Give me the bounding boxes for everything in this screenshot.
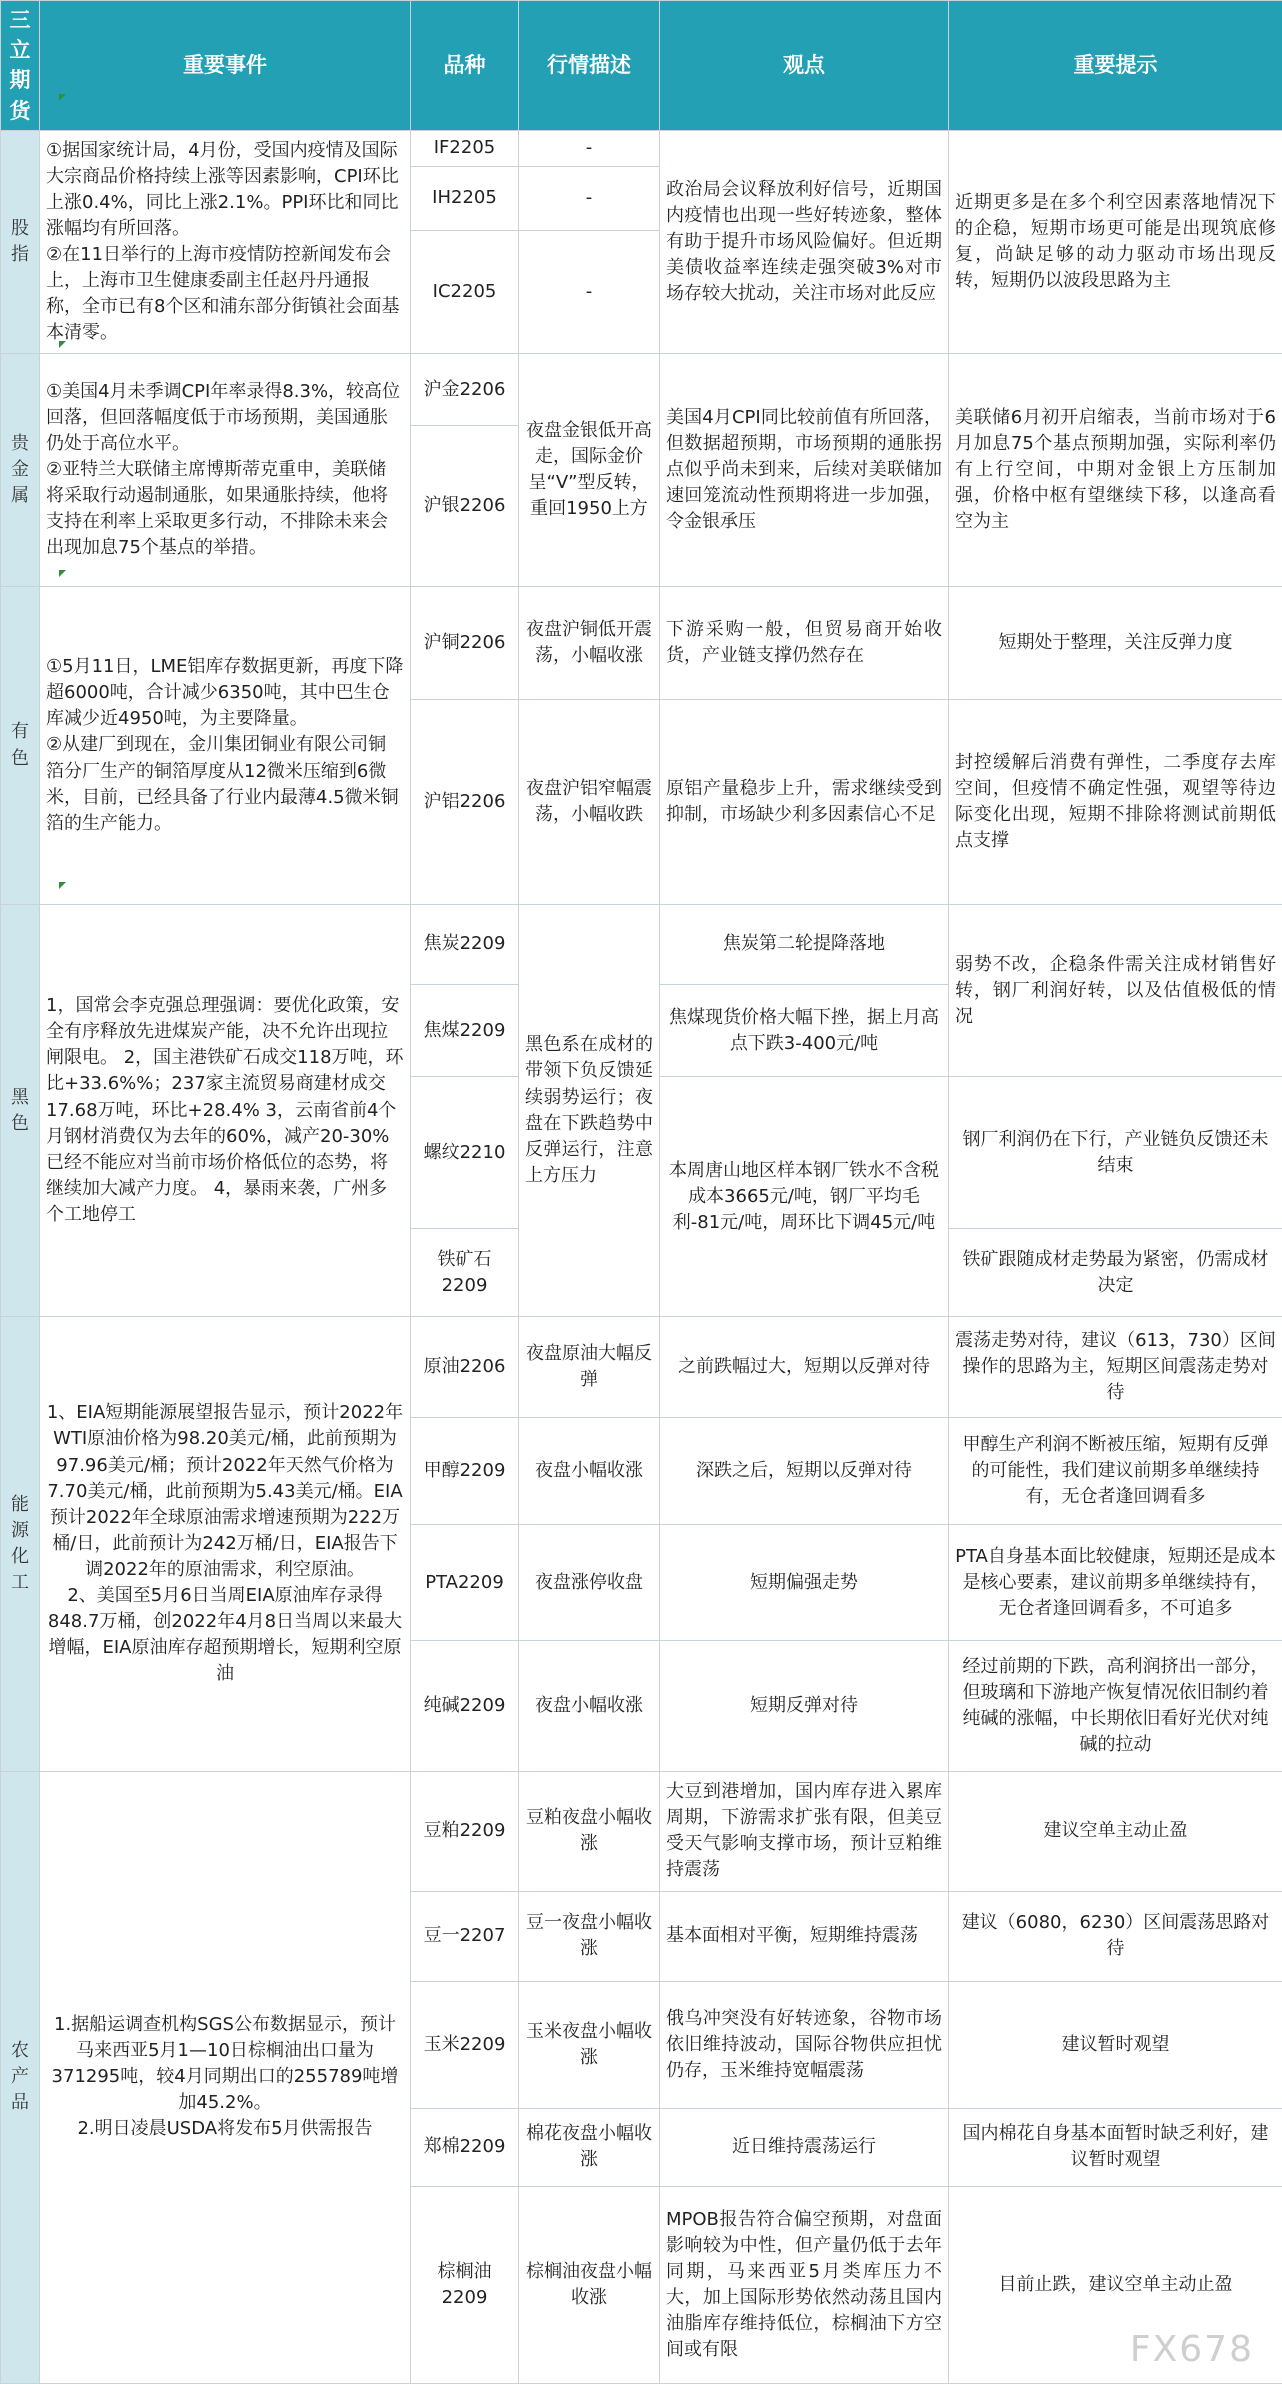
variety-cell: 纯碱2209 <box>411 1641 519 1771</box>
variety-cell: IH2205 <box>411 167 519 231</box>
tip-cell: 铁矿跟随成材走势最为紧密，仍需成材决定 <box>949 1229 1282 1317</box>
view-cell: 基本面相对平衡，短期维持震荡 <box>660 1891 949 1981</box>
events-text: 1.据船运调查机构SGS公布数据显示，预计马来西亚5月1—10日棕榈油出口量为371295吨，较4月同期出口的255789吨增加45.2%。 2.明日凌晨USDA将发布5月供需报告 <box>51 2014 399 2140</box>
tip-cell: 封控缓解后消费有弹性，二季度存去库空间，但疫情不确定性强，观望等待边际变化出现，短期不排除将测试前期低点支撑 <box>949 699 1282 904</box>
tip-cell: 经过前期的下跌，高利润挤出一部分，但玻璃和下游地产恢复情况依旧制约着纯碱的涨幅，中长期依旧看好光伏对纯碱的拉动 <box>949 1641 1282 1771</box>
events-text: 1、EIA短期能源展望报告显示，预计2022年WTI原油价格为98.20美元/桶，此前预期为97.96美元/桶；预计2022年天然气价格为7.70美元/桶，此前预期为5.43美元/桶。EIA预计2022年全球原油需求增速预期为222万桶/日，此前预计为242万桶/日，EIA报告下调2022年的原油需求，利空原油。 2、美国至5月6日当周EIA原油库存录得848.7万桶，创2022年4月8日当周以来最大增幅，EIA原油库存超预期增长，短期利空原油 <box>46 1402 404 1685</box>
cell-corner-marker <box>59 94 66 101</box>
cell-corner-marker <box>59 570 66 577</box>
table-row <box>1 130 1282 166</box>
view-cell: 焦煤现货价格大幅下挫，据上月高点下跌3-400元/吨 <box>660 984 949 1076</box>
tip-cell: 甲醇生产利润不断被压缩，短期有反弹的可能性，我们建议前期多单继续持有，无仓者逢回调看多 <box>949 1417 1282 1525</box>
tip-cell: 国内棉花自身基本面暂时缺乏利好，建议暂时观望 <box>949 2108 1282 2186</box>
header-company-label: 三立 期货 <box>9 7 31 123</box>
variety-cell: 棕榈油2209 <box>411 2186 519 2383</box>
trend-cell: 玉米夜盘小幅收涨 <box>519 1981 660 2108</box>
tip-cell: 近期更多是在多个利空因素落地情况下的企稳，短期市场更可能是出现筑底修复，尚缺足够的动力驱动市场出现反转，短期仍以波段思路为主 <box>949 130 1282 353</box>
view-cell: 深跌之后，短期以反弹对待 <box>660 1417 949 1525</box>
header-events: 重要事件 <box>40 1 411 131</box>
sector-label: 股指 <box>10 218 29 266</box>
view-cell: 俄乌冲突没有好转迹象，谷物市场依旧维持波动，国际谷物供应担忧仍存，玉米维持宽幅震荡 <box>660 1981 949 2108</box>
variety-cell: 甲醇2209 <box>411 1417 519 1525</box>
variety-cell: 焦煤2209 <box>411 984 519 1076</box>
variety-cell: 沪金2206 <box>411 354 519 426</box>
variety-cell: PTA2209 <box>411 1525 519 1641</box>
trend-cell: 棕榈油夜盘小幅收涨 <box>519 2186 660 2383</box>
variety-cell: IF2205 <box>411 130 519 166</box>
variety-cell: 铁矿石2209 <box>411 1229 519 1317</box>
sector-label: 黑色 <box>10 1086 29 1134</box>
sector-label: 贵金属 <box>10 433 29 507</box>
events-cell <box>40 354 411 587</box>
header-trend: 行情描述 <box>519 1 660 131</box>
sector-cell <box>1 587 40 905</box>
variety-cell: 玉米2209 <box>411 1981 519 2108</box>
view-cell: MPOB报告符合偏空预期，对盘面影响较为中性，但产量仍低于去年同期，马来西亚5月类库压力不大，加上国际形势依然动荡且国内油脂库存维持低位，棕榈油下方空间或有限 <box>660 2186 949 2383</box>
trend-cell: 棉花夜盘小幅收涨 <box>519 2108 660 2186</box>
variety-cell: 豆粕2209 <box>411 1771 519 1891</box>
trend-cell: 夜盘涨停收盘 <box>519 1525 660 1641</box>
tip-cell: 建议（6080，6230）区间震荡思路对待 <box>949 1891 1282 1981</box>
tip-cell: 建议暂时观望 <box>949 1981 1282 2108</box>
variety-cell: 沪铜2206 <box>411 587 519 700</box>
variety-cell: 沪铝2206 <box>411 699 519 904</box>
tip-cell: 钢厂利润仍在下行，产业链负反馈还未结束 <box>949 1077 1282 1229</box>
trend-cell: 夜盘沪铝窄幅震荡，小幅收跌 <box>519 699 660 904</box>
events-cell <box>40 1317 411 1771</box>
cell-corner-marker <box>59 882 66 889</box>
table-row <box>1 354 1282 426</box>
trend-cell: 黑色系在成材的带领下负反馈延续弱势运行；夜盘在下跌趋势中反弹运行，注意上方压力 <box>519 905 660 1317</box>
tip-cell: 建议空单主动止盈 <box>949 1771 1282 1891</box>
watermark-logo: FX678 <box>1129 2329 1254 2370</box>
trend-cell: 夜盘金银低开高走，国际金价呈“V”型反转，重回1950上方 <box>519 354 660 587</box>
tip-cell: PTA自身基本面比较健康，短期还是成本是核心要素，建议前期多单继续持有，无仓者逢回调看多，不可追多 <box>949 1525 1282 1641</box>
sector-label: 农产品 <box>10 2040 29 2114</box>
table-row <box>1 587 1282 700</box>
events-cell <box>40 1771 411 2383</box>
trend-cell: 夜盘原油大幅反弹 <box>519 1317 660 1418</box>
view-cell: 大豆到港增加，国内库存进入累库周期，下游需求扩张有限，但美豆受天气影响支撑市场，预计豆粕维持震荡 <box>660 1771 949 1891</box>
variety-cell: IC2205 <box>411 230 519 353</box>
variety-cell: 沪银2206 <box>411 426 519 587</box>
view-cell: 美国4月CPI同比较前值有所回落，但数据超预期，市场预期的通胀拐点似乎尚未到来，后续对美联储加速回笼流动性预期将进一步加强，令金银承压 <box>660 354 949 587</box>
sector-cell <box>1 1317 40 1771</box>
cell-corner-marker <box>59 341 66 348</box>
sector-cell <box>1 905 40 1317</box>
trend-cell: - <box>519 230 660 353</box>
header-row <box>1 1 1282 131</box>
table-row <box>1 1771 1282 1891</box>
header-company <box>1 1 40 131</box>
variety-cell: 原油2206 <box>411 1317 519 1418</box>
events-cell <box>40 587 411 905</box>
trend-cell: - <box>519 130 660 166</box>
events-cell <box>40 905 411 1317</box>
header-tips: 重要提示 <box>949 1 1282 131</box>
view-cell: 近日维持震荡运行 <box>660 2108 949 2186</box>
view-cell: 焦炭第二轮提降落地 <box>660 905 949 985</box>
trend-cell: 夜盘小幅收涨 <box>519 1641 660 1771</box>
trend-cell: - <box>519 167 660 231</box>
events-text: 1，国常会李克强总理强调：要优化政策，安全有序释放先进煤炭产能，决不允许出现拉闸限电。 2，国主港铁矿石成交118万吨，环比+33.6%%；237家主流贸易商建材成交17.68万吨，环比+28.4% 3，云南省前4个月钢材消费仅为去年的60%，减产20-30%已经不能应对当前市场价格低位的态势，将继续加大减产力度。 4，暴雨来袭，广州多个工地停工 <box>46 995 404 1225</box>
sector-cell <box>1 130 40 353</box>
tip-cell: 短期处于整理，关注反弹力度 <box>949 587 1282 700</box>
events-text: ①5月11日，LME铝库存数据更新，再度下降超6000吨，合计减少6350吨，其中巴生仓库减少近4950吨，为主要降量。 ②从建厂到现在，金川集团铜业有限公司铜箔分厂生产的铜箔厚度从12微米压缩到6微米，目前，已经具备了行业内最薄4.5微米铜箔的生产能力。 <box>46 656 404 834</box>
tip-cell: 震荡走势对待，建议（613，730）区间操作的思路为主，短期区间震荡走势对待 <box>949 1317 1282 1418</box>
trend-cell: 豆一夜盘小幅收涨 <box>519 1891 660 1981</box>
variety-cell: 郑棉2209 <box>411 2108 519 2186</box>
view-cell: 本周唐山地区样本钢厂铁水不含税成本3665元/吨，钢厂平均毛利-81元/吨，周环比下调45元/吨 <box>660 1077 949 1317</box>
table-row <box>1 1317 1282 1418</box>
trend-cell: 夜盘小幅收涨 <box>519 1417 660 1525</box>
variety-cell: 豆一2207 <box>411 1891 519 1981</box>
view-cell: 政治局会议释放利好信号，近期国内疫情也出现一些好转迹象，整体有助于提升市场风险偏好。但近期美债收益率连续走强突破3%对市场存较大扰动，关注市场对此反应 <box>660 130 949 353</box>
events-cell <box>40 130 411 353</box>
variety-cell: 焦炭2209 <box>411 905 519 985</box>
view-cell: 原铝产量稳步上升，需求继续受到抑制，市场缺少利多因素信心不足 <box>660 699 949 904</box>
view-cell: 短期偏强走势 <box>660 1525 949 1641</box>
tip-cell: 目前止跌，建议空单主动止盈 <box>949 2186 1282 2383</box>
sector-cell <box>1 354 40 587</box>
tip-cell: 弱势不改，企稳条件需关注成材销售好转，钢厂利润好转，以及估值极低的情况 <box>949 905 1282 1077</box>
sector-label: 有色 <box>10 721 29 769</box>
table-row <box>1 905 1282 985</box>
tip-cell: 美联储6月初开启缩表，当前市场对于6月加息75个基点预期加强，实际利率仍有上行空间，中期对金银上方压制加强，价格中枢有望继续下移，以逢高看空为主 <box>949 354 1282 587</box>
variety-cell: 螺纹2210 <box>411 1077 519 1229</box>
view-cell: 下游采购一般，但贸易商开始收货，产业链支撑仍然存在 <box>660 587 949 700</box>
view-cell: 短期反弹对待 <box>660 1641 949 1771</box>
trend-cell: 夜盘沪铜低开震荡，小幅收涨 <box>519 587 660 700</box>
view-cell: 之前跌幅过大，短期以反弹对待 <box>660 1317 949 1418</box>
sector-label: 能源化工 <box>10 1493 29 1593</box>
sector-cell <box>1 1771 40 2383</box>
header-view: 观点 <box>660 1 949 131</box>
events-text: ①美国4月未季调CPI年率录得8.3%，较高位回落，但回落幅度低于市场预期，美国通胀仍处于高位水平。 ②亚特兰大联储主席博斯蒂克重申，美联储将采取行动遏制通胀，如果通胀持续，他将支持在利率上采取更多行动，不排除未来会出现加息75个基点的举措。 <box>46 380 401 559</box>
events-text: ①据国家统计局，4月份，受国内疫情及国际大宗商品价格持续上涨等因素影响，CPI环比上涨0.4%，同比上涨2.1%。PPI环比和同比涨幅均有所回落。 ②在11日举行的上海市疫情防控新闻发布会上，上海市卫生健康委副主任赵丹丹通报称，全市已有8个区和浦东部分街镇社会面基本清零。 <box>46 139 400 344</box>
trend-cell: 豆粕夜盘小幅收涨 <box>519 1771 660 1891</box>
header-variety: 品种 <box>411 1 519 131</box>
